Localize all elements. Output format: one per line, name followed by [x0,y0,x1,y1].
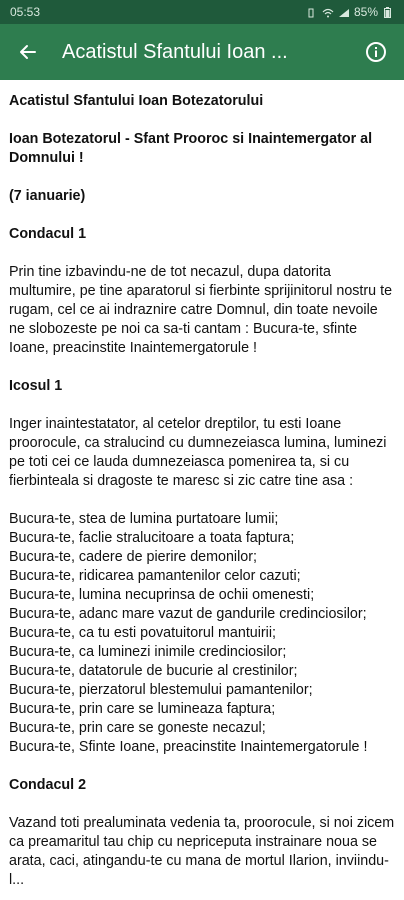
page-title: Acatistul Sfantului Ioan ... [62,40,288,63]
status-icons [306,5,394,19]
status-time: 05:53 [10,5,41,19]
condac2-text: Vazand toti prealuminata vedenia ta, proorocule, si noi zicem ca preamaritul tau chip cu nepriceputa instrainare noua se arata, caci, atingandu-te cu mana de mortul Ilarion, inviindu-l... [9,815,395,888]
condac1-text: Prin tine izbavindu-ne de tot necazul, dupa datorita multumire, pe tine aparatorul si fierbinte sprijinitorul nostru te rugam, cel ce ai indraznire catre Domnul, din toate nevoile ne slobozeste pe noi ca sa-ti cantam : Bucura-te, sfinte Ioane, preacinstite Inaintemergatorule ! [9,264,393,356]
condac2-title: Condacul 2 [9,777,87,793]
bucura-line: Bucura-te, datatorule de bucurie al crestinilor; [9,663,298,679]
app-bar [0,24,404,80]
acatist-text[interactable] [0,80,404,900]
battery-icon [384,7,394,17]
bucura-line: Bucura-te, ca luminezi inimile credinciosilor; [9,644,287,660]
signal-icon [338,7,348,17]
condac1-title: Condacul 1 [9,226,87,242]
bucura-line: Bucura-te, prin care se goneste necazul; [9,720,266,736]
icos1-text: Inger inaintestatator, al cetelor dreptilor, tu esti Ioane proorocule, ca stralucind cu dumnezeiasca lumina, luminezi pe toti cei ce lauda dumnezeiasca pomenirea ta, si cu fierbinteala si dragoste te maresc si zic catre tine asa : [9,416,387,489]
bucura-list [9,510,395,738]
info-button[interactable] [360,36,392,68]
bucura-line: Bucura-te, stea de lumina purtatoare lumii; [9,511,279,527]
text-heading: Acatistul Sfantului Ioan Botezatorului [9,93,264,109]
bucura-line: Bucura-te, adanc mare vazut de gandurile credinciosilor; [9,606,367,622]
bucura-line: Bucura-te, faclie stralucitoare a toata faptura; [9,530,295,546]
icos1-title: Icosul 1 [9,378,63,394]
back-button[interactable] [12,36,44,68]
bucura-line: Bucura-te, pierzatorul blestemului pamantenilor; [9,682,313,698]
bucura-last-line: Bucura-te, Sfinte Ioane, preacinstite Inaintemergatorule ! [9,739,368,755]
text-date: (7 ianuarie) [9,188,86,204]
battery-percent: 85% [353,5,378,19]
status-bar [0,0,404,24]
bucura-line: Bucura-te, cadere de pierire demonilor; [9,549,257,565]
bucura-line: Bucura-te, lumina necuprinsa de ochii omenesti; [9,587,315,603]
bucura-line: Bucura-te, ca tu esti povatuitorul mantuirii; [9,625,276,641]
bucura-line: Bucura-te, prin care se lumineaza faptura; [9,701,276,717]
bucura-line: Bucura-te, ridicarea pamantenilor celor cazuti; [9,568,301,584]
wifi-icon [322,7,332,17]
text-subheading: Ioan Botezatorul - Sfant Prooroc si Inaintemergator al Domnului ! [9,131,373,166]
vibrate-icon [306,7,316,17]
info-icon [365,41,387,63]
arrow-left-icon [18,42,38,62]
